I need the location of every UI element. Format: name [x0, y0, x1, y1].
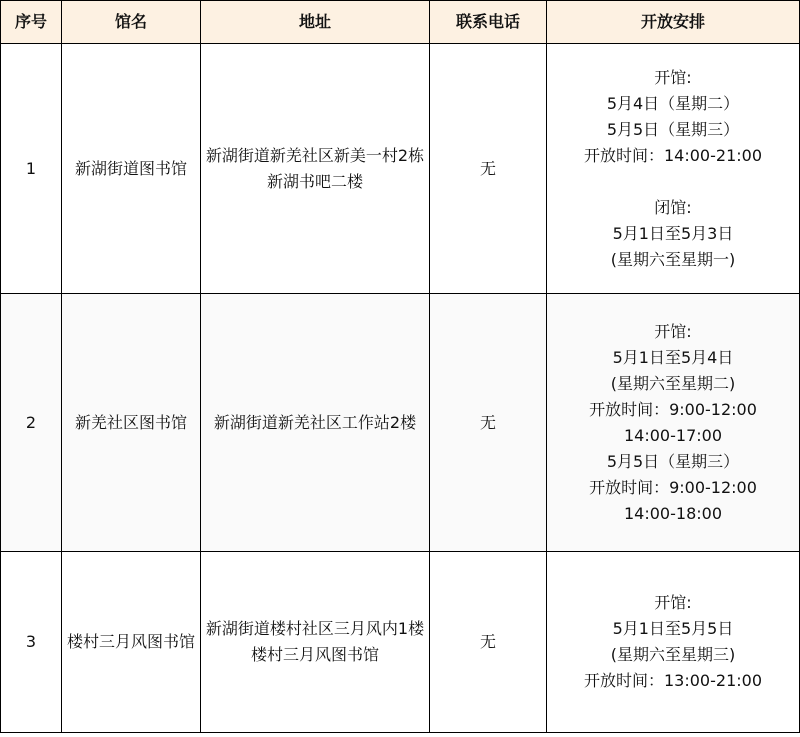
library-phone: 无 [430, 552, 547, 733]
library-phone: 无 [430, 294, 547, 552]
schedule-line: (星期六至星期二) [610, 373, 736, 393]
schedule-line: (星期六至星期一) [610, 249, 736, 269]
library-phone: 无 [430, 44, 547, 294]
schedule-line: 开放时间：9:00-12:00 [589, 477, 757, 497]
table-row [1, 552, 800, 733]
library-name: 楼村三月风图书馆 [62, 552, 201, 733]
schedule-line: 14:00-17:00 [624, 425, 722, 445]
schedule-line: 开放时间：13:00-21:00 [584, 671, 762, 690]
library-schedule [547, 44, 800, 294]
table-row [1, 294, 800, 552]
schedule-line: 5月5日（星期三） [606, 119, 740, 139]
library-name: 新羌社区图书馆 [62, 294, 201, 552]
table-row [1, 44, 800, 294]
row-index: 1 [1, 44, 62, 294]
schedule-line: 开馆: [654, 593, 692, 612]
library-address: 新湖街道楼村社区三月风内1楼楼村三月风图书馆 [201, 552, 430, 733]
schedule-line: 开馆: [654, 67, 692, 87]
library-schedule [547, 294, 800, 552]
schedule-line: (星期六至星期三) [610, 645, 736, 664]
table-header-row [1, 1, 800, 44]
schedule-line: 开放时间：14:00-21:00 [584, 145, 762, 165]
library-name: 新湖街道图书馆 [62, 44, 201, 294]
column-header-phone: 联系电话 [430, 1, 547, 44]
schedule-spacer [551, 169, 795, 195]
schedule-line: 5月1日至5月5日 [612, 619, 734, 638]
schedule-line: 14:00-18:00 [624, 503, 722, 523]
column-header-address: 地址 [201, 1, 430, 44]
schedule-line: 5月4日（星期二） [606, 93, 740, 113]
schedule-line: 5月5日（星期三） [606, 451, 740, 471]
schedule-line: 闭馆: [654, 197, 692, 217]
schedule-line: 开放时间：9:00-12:00 [589, 399, 757, 419]
library-address: 新湖街道新羌社区工作站2楼 [201, 294, 430, 552]
row-index: 2 [1, 294, 62, 552]
column-header-name: 馆名 [62, 1, 201, 44]
column-header-index: 序号 [1, 1, 62, 44]
schedule-line: 5月1日至5月3日 [612, 223, 734, 243]
column-header-schedule: 开放安排 [547, 1, 800, 44]
row-index: 3 [1, 552, 62, 733]
schedule-line: 开馆: [654, 321, 692, 341]
schedule-line: 5月1日至5月4日 [612, 347, 734, 367]
library-schedule [547, 552, 800, 733]
library-address: 新湖街道新羌社区新美一村2栋新湖书吧二楼 [201, 44, 430, 294]
